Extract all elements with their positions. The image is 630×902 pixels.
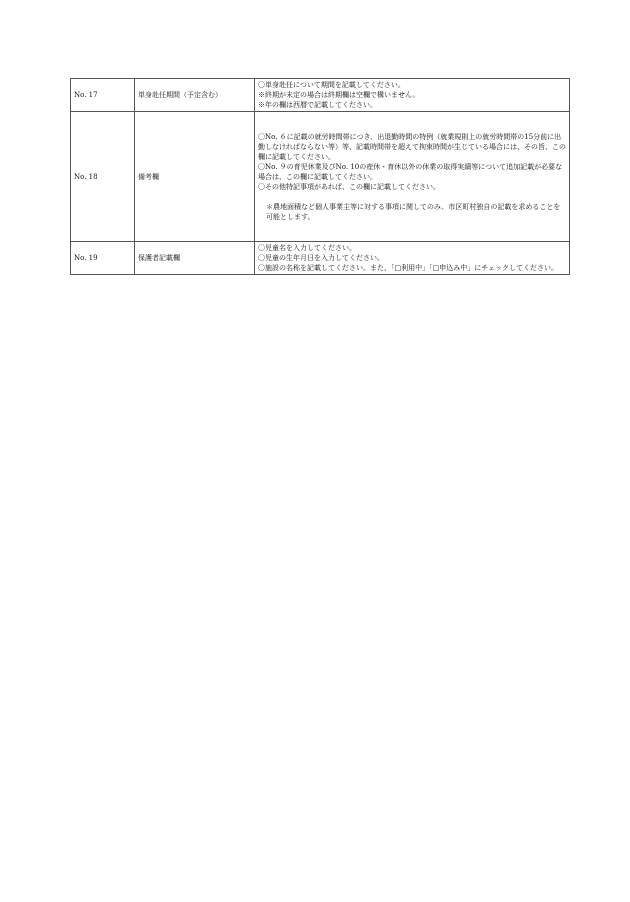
table-row — [71, 242, 570, 275]
instructions-table — [70, 78, 570, 275]
description-line: 〇児童の生年月日を入力してください。 — [258, 254, 384, 262]
description-note: ＊農地面積など個人事業主等に対する事項に関してのみ、市区町村独自の記載を求めることを可能とします。 — [266, 202, 561, 221]
description-line: 〇児童名を入力してください。 — [258, 244, 356, 252]
row-description — [255, 79, 570, 112]
table-row — [71, 79, 570, 112]
row-number: No. 17 — [71, 79, 135, 112]
row-number: No. 18 — [71, 112, 135, 242]
description-line: 〇施設の名称を記載してください。また、「□利用中」「□申込み中」にチェックしてください。 — [258, 264, 559, 272]
line-spacer — [258, 192, 566, 202]
table-row — [71, 112, 570, 242]
description-line: 〇No. ９の育児休業及びNo. 10の産休・育休以外の休業の取得実績等について追加記載が必要な場合は、この欄に記載してください。 — [258, 162, 563, 181]
row-number: No. 19 — [71, 242, 135, 275]
description-line: ※年の欄は西暦で記載してください。 — [258, 101, 377, 109]
description-line: 〇その他特記事項があれば、この欄に記載してください。 — [258, 182, 440, 191]
row-item-name: 備考欄 — [135, 112, 255, 242]
row-description — [255, 112, 570, 242]
description-line: ※終期が未定の場合は終期欄は空欄で構いません。 — [258, 91, 420, 99]
description-line: 〇No. ６に記載の就労時間帯につき、出退勤時間の特例（就業規則上の就労時間帯の15分前に出勤しなければならない等）等、記載時間帯を超えて拘束時間が生じている場合には、その旨、この欄に記載してください。 — [258, 132, 566, 161]
row-item-name: 保護者記載欄 — [135, 242, 255, 275]
row-item-name: 単身赴任期間（予定含む） — [135, 79, 255, 112]
row-description — [255, 242, 570, 275]
description-line: 〇単身赴任について期間を記載してください。 — [258, 81, 405, 89]
